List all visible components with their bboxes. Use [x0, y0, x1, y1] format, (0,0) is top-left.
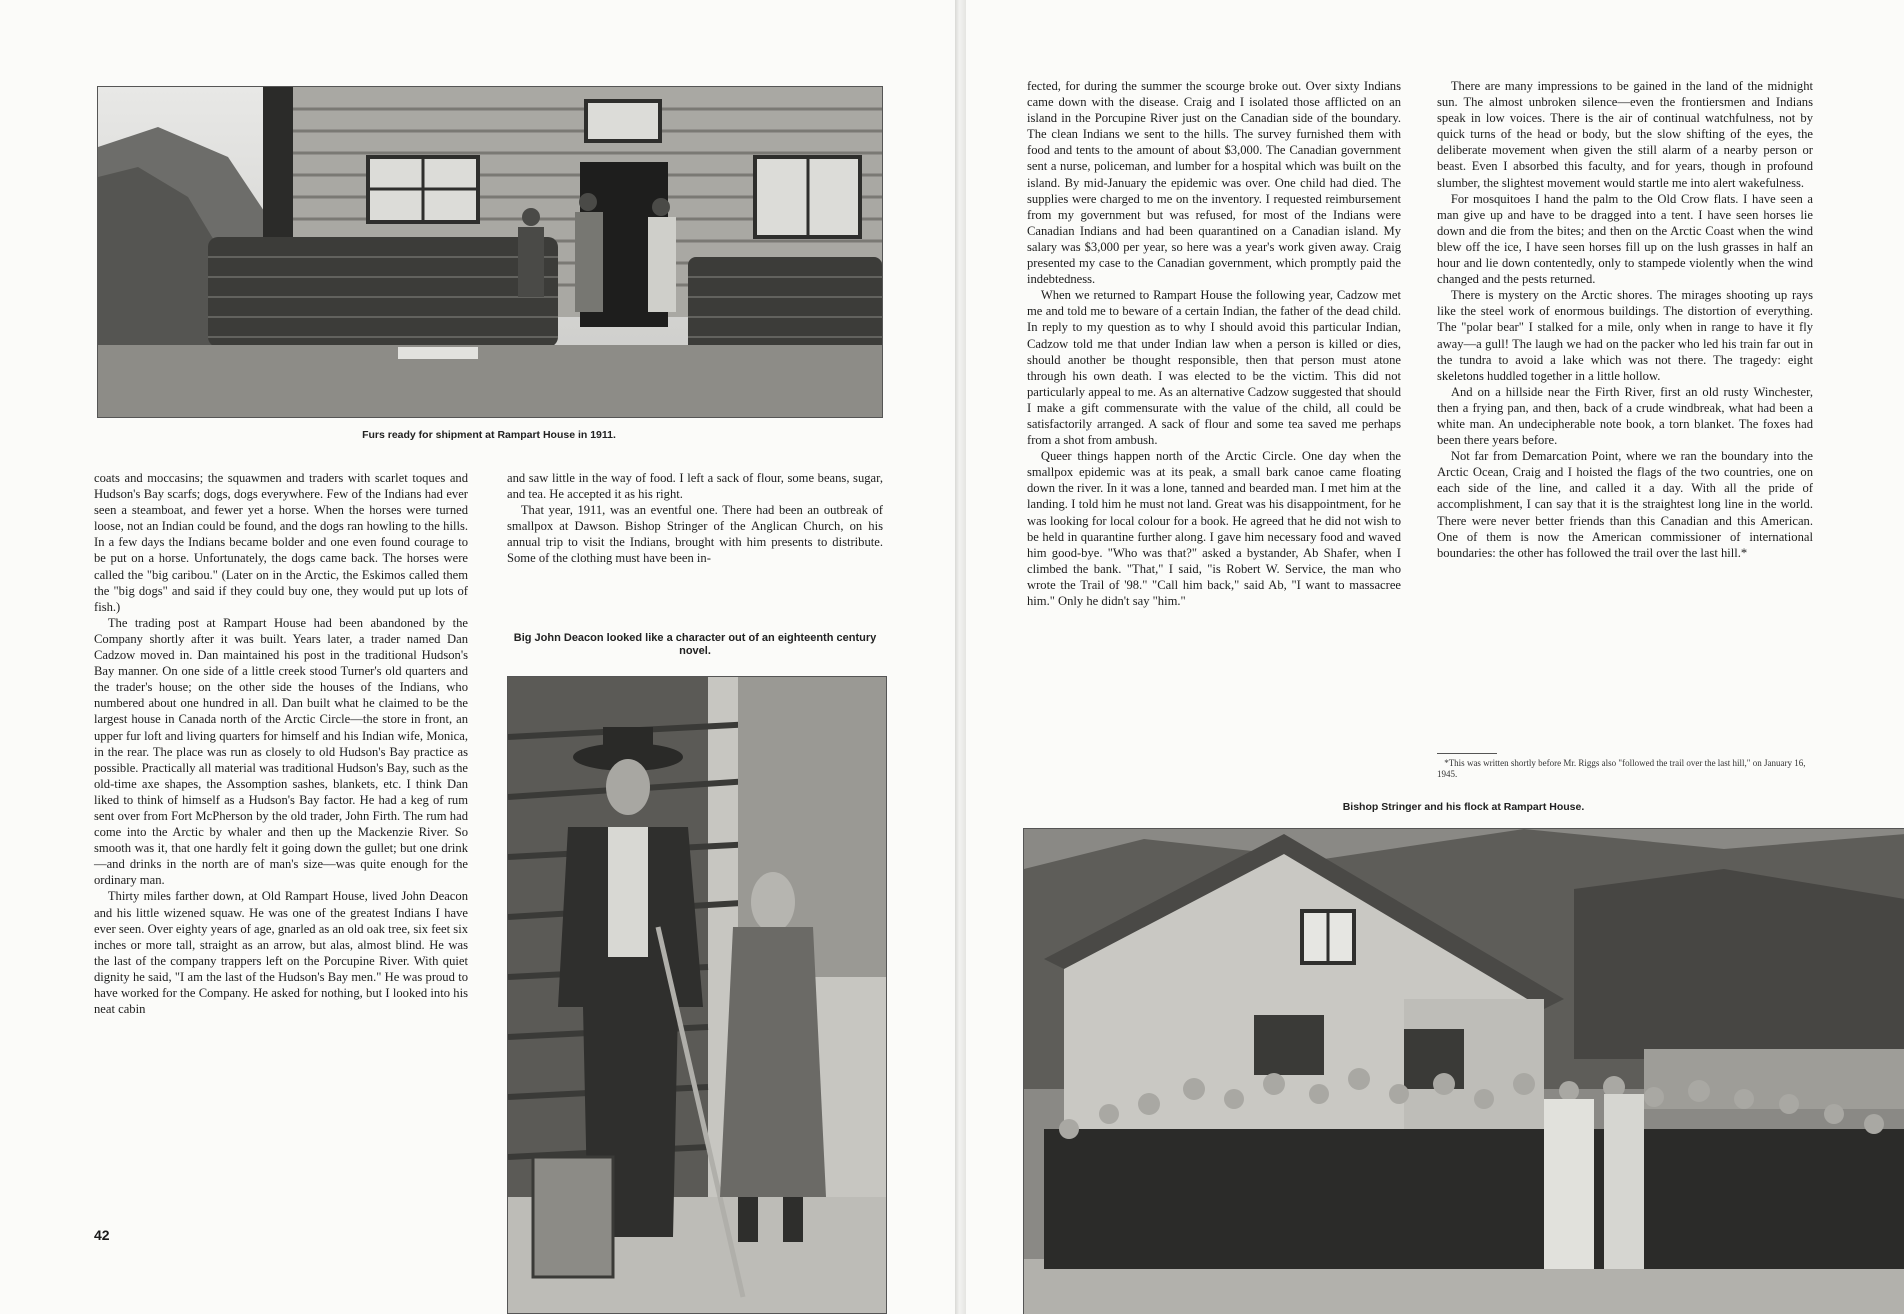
- paragraph: For mosquitoes I hand the palm to the Old Crow flats. I have seen a man give up and have to be dragged into a tent. I have seen horses lie down and die from the bites; and then on the Arctic Coast when the wind blew off the ice, I have seen horses fill up on the lush grasses in half an hour and lie down contentedly, only to stampede violently when the wind changed and the pests returned.: [1437, 191, 1813, 287]
- photo-bishop-stringer-flock: [1023, 828, 1904, 1314]
- paragraph: And on a hillside near the Firth River, first an old rusty Winchester, then a frying pan, and then, back of a crude windbreak, what had been a white man. An undecipherable note book, a torn blanket. The foxes had been there years before.: [1437, 384, 1813, 448]
- left-column-2: [507, 470, 883, 567]
- page-number: 42: [94, 1227, 110, 1243]
- footnote: [1437, 758, 1813, 780]
- photo-caption-john-deacon: Big John Deacon looked like a character out of an eighteenth century novel.: [513, 632, 877, 657]
- paragraph: Thirty miles farther down, at Old Rampart House, lived John Deacon and his little wizened squaw. He was one of the greatest Indians I have ever seen. Over eighty years of age, gnarled as an old oak tree, six feet six inches or more tall, straight as an arrow, but alas, almost blind. He was the last of the company trappers left on the Porcupine River. With quiet dignity he said, "I am the last of the Hudson's Bay men." He was proud to have worked for the Company. He asked for nothing, but I looked into his neat cabin: [94, 889, 468, 1017]
- paragraph: and saw little in the way of food. I left a sack of flour, some beans, sugar, and tea. He accepted it as his right.: [507, 471, 883, 502]
- paragraph: There is mystery on the Arctic shores. The mirages shooting up rays like the steel work of enormous buildings. The distortion of everything. The "polar bear" I stalked for a mile, only when in range to have it fly away—a gull! The laugh we had on the packer who led his train far out in the tundra to avoid a lake which was not there. The tragedy: eight skeletons huddled together in a little hollow.: [1437, 288, 1813, 383]
- paragraph: There are many impressions to be gained in the land of the midnight sun. The almost unbroken silence—even the frontiersmen and Indians speak in low voices. There is the air of continual watchfulness, not by quick turns of the head or body, but the slow shifting of the eyes, the deliberate movement when given the still alarm of a nearby person or beast. Even I absorbed this faculty, and for years, though in profound slumber, the slightest movement would startle me into alert wakefulness.: [1437, 79, 1813, 190]
- paragraph: When we returned to Rampart House the following year, Cadzow met me and told me to beware of a certain Indian, the father of the dead child. In reply to my question as to why I should avoid this particular Indian, Cadzow told me that under Indian law when a person is killed or dies, should another be thought responsible, then that person must atone through his own death. I was elected to be the victim. This did not particularly appeal to me. As an alternative Cadzow suggested that should I make a gift commensurate with the value of the child, all could be satisfactorily arranged. A sack of flour and some tea saved me perhaps from a shot from ambush.: [1027, 288, 1401, 448]
- footnote-text: *This was written shortly before Mr. Riggs also "followed the trail over the last hill," on January 16, 1945.: [1437, 758, 1806, 779]
- right-page: [966, 0, 1904, 1314]
- paragraph: Queer things happen north of the Arctic Circle. One day when the smallpox epidemic was at its peak, a small bark canoe came floating down the river. In it was a lone, tanned and bearded man. I met him at the landing. I told him he must not land. Great was his disappointment, for he was looking for local colour for a book. He agreed that he did not wish to be held in quarantine further along. I gave him necessary food and waved him good-bye. "Who was that?" asked a bystander, Ab Shafer, when I climbed the bank. "That," I said, "is Robert W. Service, the man who wrote the Trail of '98." "Call him back," said Ab, "I want to massacree him." Only he didn't say "him.": [1027, 449, 1401, 608]
- paragraph: fected, for during the summer the scourge broke out. Over sixty Indians came down with the disease. Craig and I isolated those afflicted on an island in the Porcupine River just on the Canadian side of the boundary. The clean Indians we sent to the hills. The survey furnished them with food and tents to the amount of about $3,000. The Canadian government sent a nurse, policeman, and lumber for a hospital which was built on the island. By mid-January the epidemic was over. One child had died. The supplies were charged to me on the inventory. I requested reimbursement from my government but was refused, for most of the Indians were Canadian Indians and had been quarantined on a Canadian island. My salary was $3,000 per year, so here was a year's work given away. Craig presented my case to the Canadian government, which promptly paid the indebtedness.: [1027, 79, 1401, 287]
- photo-caption-furs: Furs ready for shipment at Rampart House in 1911.: [362, 429, 616, 441]
- footnote-rule: [1437, 753, 1497, 754]
- right-column-2: [1437, 78, 1813, 561]
- photo-caption-bishop-stringer: Bishop Stringer and his flock at Rampart House.: [1342, 801, 1585, 813]
- paragraph: The trading post at Rampart House had been abandoned by the Company shortly after it was built. Years later, a trader named Dan Cadzow moved in. Dan maintained his post in the traditional Hudson's Bay manner. On one side of a little creek stood Turner's old quarters and the trader's house; on the other side the houses of the Indians, who numbered about one hundred in all. Dan built what he claimed to be the largest house in Canada north of the Arctic Circle—the store in front, an upper fur loft and living quarters for himself and his Indian wife, Monica, in the rear. The place was run as closely to old Hudson's Bay practice as possible. Practically all material was traditional Hudson's Bay, such as the old-time axe shapes, the Assomption sashes, blankets, etc. I think Dan liked to think of himself as a Hudson's Bay factor. He had a keg of rum sent over from Fort McPherson by the old trader, John Firth. The rum had come into the Arctic by whaler and then up the Mackenzie River. So smooth was it, that one hardly felt it going down the gullet; but one drink—and drinks in the north are of man's size—was quite enough for the ordinary man.: [94, 615, 468, 888]
- left-column-1: [94, 470, 468, 1017]
- paragraph: Not far from Demarcation Point, where we ran the boundary into the Arctic Ocean, Craig and I hoisted the flags of the two countries, one on each side of the line, and called it a day. With all the pride of accomplishment, I can say that it is the straightest long line in the world. There were never better friends than this Canadian and this American. One of them is now the American commissioner of international boundaries: the other has followed the trail over the last hill.*: [1437, 449, 1813, 560]
- book-gutter: [955, 0, 966, 1314]
- right-column-1: [1027, 78, 1401, 609]
- photo-furs-rampart-house: [97, 86, 883, 418]
- paragraph: That year, 1911, was an eventful one. There had been an outbreak of smallpox at Dawson. Bishop Stringer of the Anglican Church, on his annual trip to visit the Indians, brought with him presents to distribute. Some of the clothing must have been in-: [507, 503, 883, 566]
- photo-john-deacon: [507, 676, 887, 1314]
- paragraph: coats and moccasins; the squawmen and traders with scarlet toques and Hudson's Bay scarfs; dogs, dogs everywhere. Few of the Indians had ever seen a steamboat, and fewer yet a horse. When the horses were turned loose, not an Indian could be found, and the dogs ran howling to the hills. In a few days the Indians became bolder and one even found courage to be put on a horse. Unfortunately, the dogs came back. The horses were called the "big caribou." (Later on in the Arctic, the Eskimos called them the "big dogs" and said if they could buy one, they would put up lots of fish.): [94, 471, 468, 614]
